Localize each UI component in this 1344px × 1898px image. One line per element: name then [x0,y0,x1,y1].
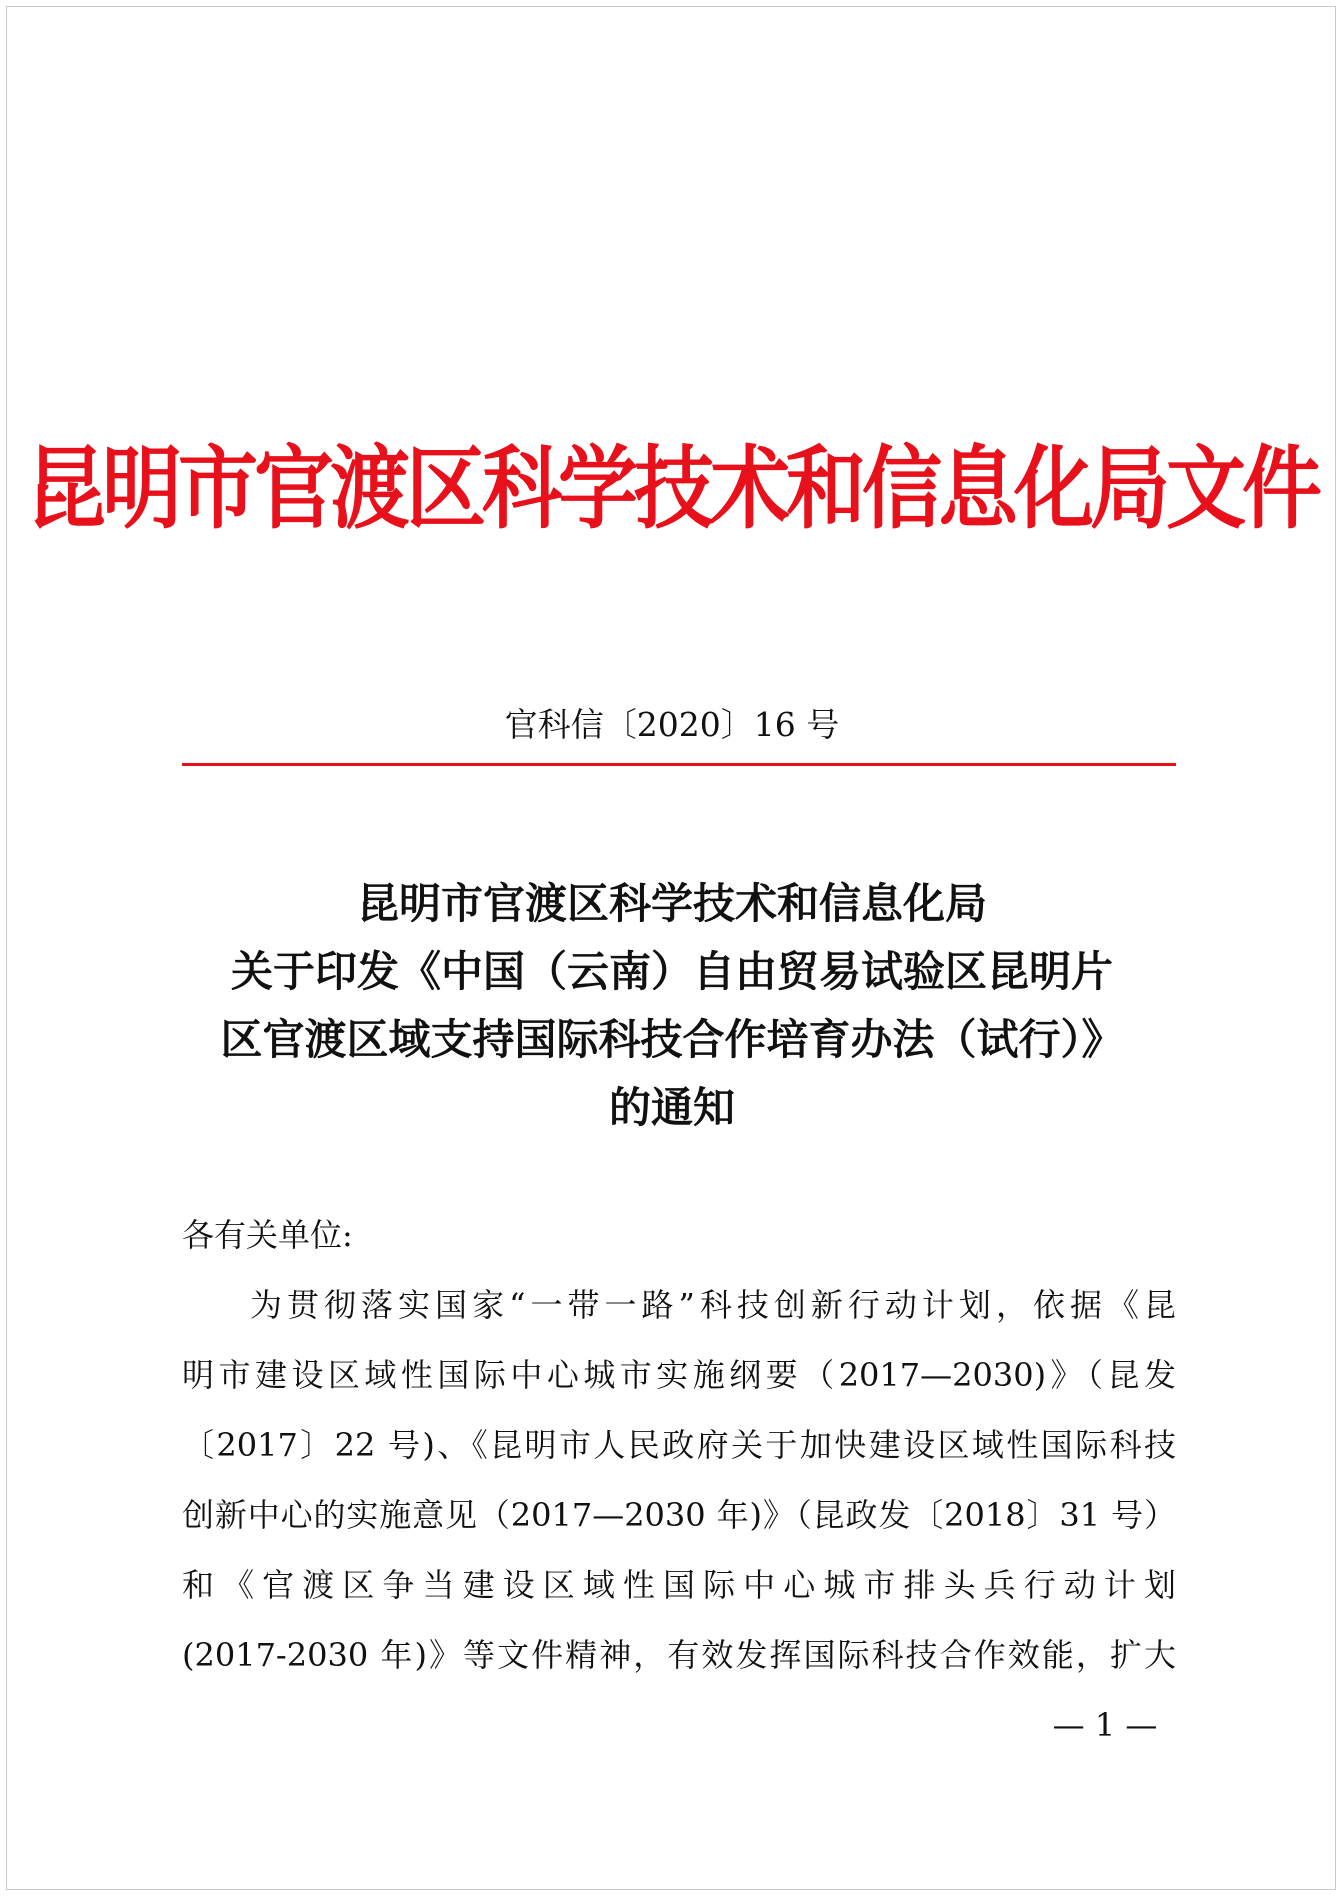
title-line: 昆明市官渡区科学技术和信息化局 [356,879,987,928]
red-separator-line [182,763,1176,766]
paragraph-line: 和《官渡区争当建设区域性国际中心城市排头兵行动计划 [182,1566,1176,1604]
document-body [182,1200,1176,1690]
title-line: 的通知 [608,1083,735,1132]
issuer-header: 昆明市官渡区科学技术和信息化局文件 [26,435,1318,541]
salutation: 各有关单位: [182,1216,353,1254]
document-number: 官科信〔2020〕16 号 [504,705,840,744]
paragraph-line: 〔2017〕22 号)、《昆明市人民政府关于加快建设区域性国际科技 [182,1426,1176,1464]
title-line: 关于印发《中国（云南）自由贸易试验区昆明片 [230,947,1113,996]
paragraph-line: 创新中心的实施意见（2017—2030 年)》（昆政发〔2018〕31 号） [182,1496,1176,1534]
page-number: — 1 — [1052,1706,1158,1744]
paragraph-line: 明市建设区域性国际中心城市实施纲要（2017—2030)》（昆发 [182,1356,1176,1394]
document-title [150,870,1194,1142]
paragraph-line: (2017-2030 年)》等文件精神，有效发挥国际科技合作效能，扩大 [182,1636,1176,1674]
paragraph-line: 为贯彻落实国家“一带一路”科技创新行动计划，依据《昆 [250,1286,1176,1324]
title-line: 区官渡区域支持国际科技合作培育办法（试行）》 [220,1015,1124,1064]
